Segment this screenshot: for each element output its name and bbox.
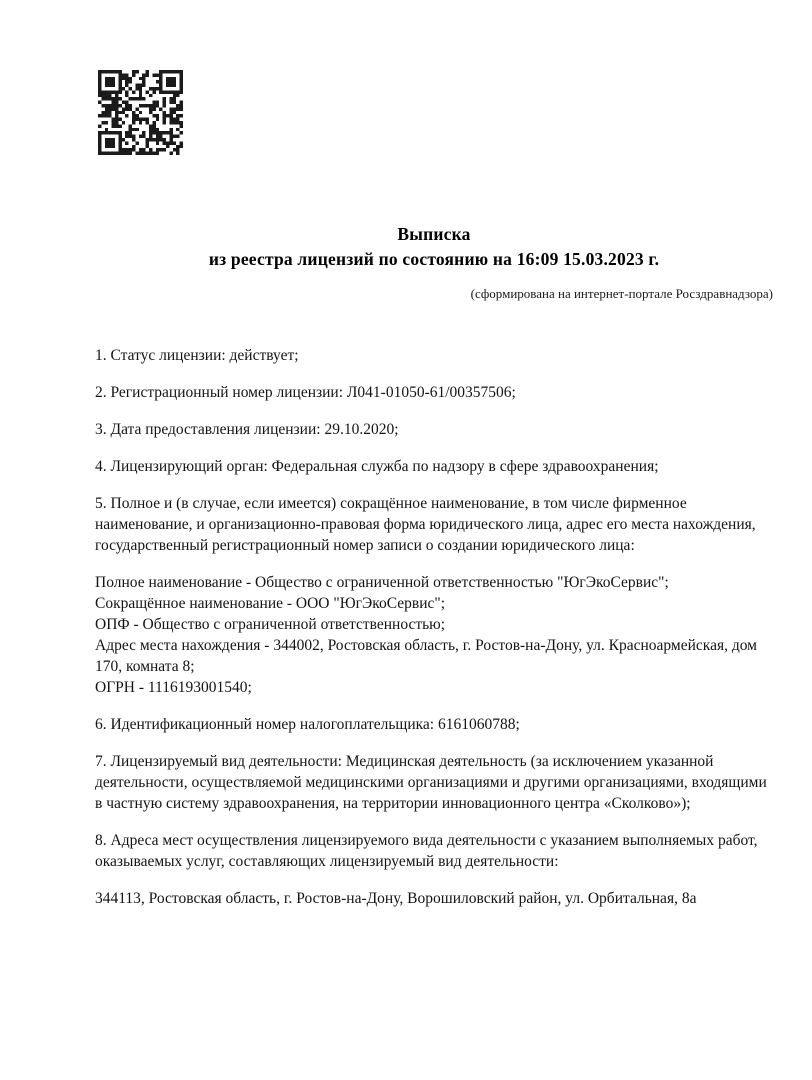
document-paragraph: 5. Полное и (в случае, если имеется) сокращённое наименование, в том числе фирменное наименование, и организационно-правовая форма юридического лица, адрес его места нахождения, государственный регистрационный номер записи о создании юридического лица: — [95, 495, 756, 554]
title-line-1: Выписка — [397, 224, 471, 244]
title-line-2: из реестра лицензий по состоянию на 16:09 15.03.2023 г. — [208, 249, 660, 269]
document-paragraph: 3. Дата предоставления лицензии: 29.10.2020; — [95, 421, 399, 438]
document-paragraph: 344113, Ростовская область, г. Ростов-на-Дону, Ворошиловский район, ул. Орбитальная, 8а — [95, 890, 697, 907]
document-subtitle: (сформирована на интернет-портале Росздравнадзора) — [470, 286, 773, 301]
document-paragraph: 4. Лицензирующий орган: Федеральная служба по надзору в сфере здравоохранения; — [95, 458, 659, 475]
document-paragraph: 8. Адреса мест осуществления лицензируемого вида деятельности с указанием выполняемых работ, оказываемых услуг, составляющих лицензируемый вид деятельности: — [95, 832, 758, 870]
document-paragraph: Полное наименование - Общество с ограниченной ответственностью "ЮгЭкоСервис"; Сокращённое наименование - ООО "ЮгЭкоСервис"; ОПФ - Общество с ограниченной ответственностью; Адрес места нахождения - 344002, Ростовская область, г. Ростов-на-Дону, ул. Красноармейская, дом 170, комната 8; ОГРН - 1116193001540; — [95, 574, 757, 696]
qr-code-icon — [98, 70, 183, 155]
document-paragraph: 1. Статус лицензии: действует; — [95, 347, 299, 364]
document-paragraph: 2. Регистрационный номер лицензии: Л041-01050-61/00357506; — [95, 384, 516, 401]
document-content — [95, 222, 773, 909]
document-body — [95, 345, 773, 909]
document-paragraph: 6. Идентификационный номер налогоплательщика: 6161060788; — [95, 716, 520, 733]
document-paragraph: 7. Лицензируемый вид деятельности: Медицинская деятельность (за исключением указанной деятельности, осуществляемой медицинскими организациями и другими организациями, входящими в частную систему здравоохранения, на территории инновационного центра «Сколково»); — [95, 753, 767, 812]
document-title — [95, 222, 773, 272]
